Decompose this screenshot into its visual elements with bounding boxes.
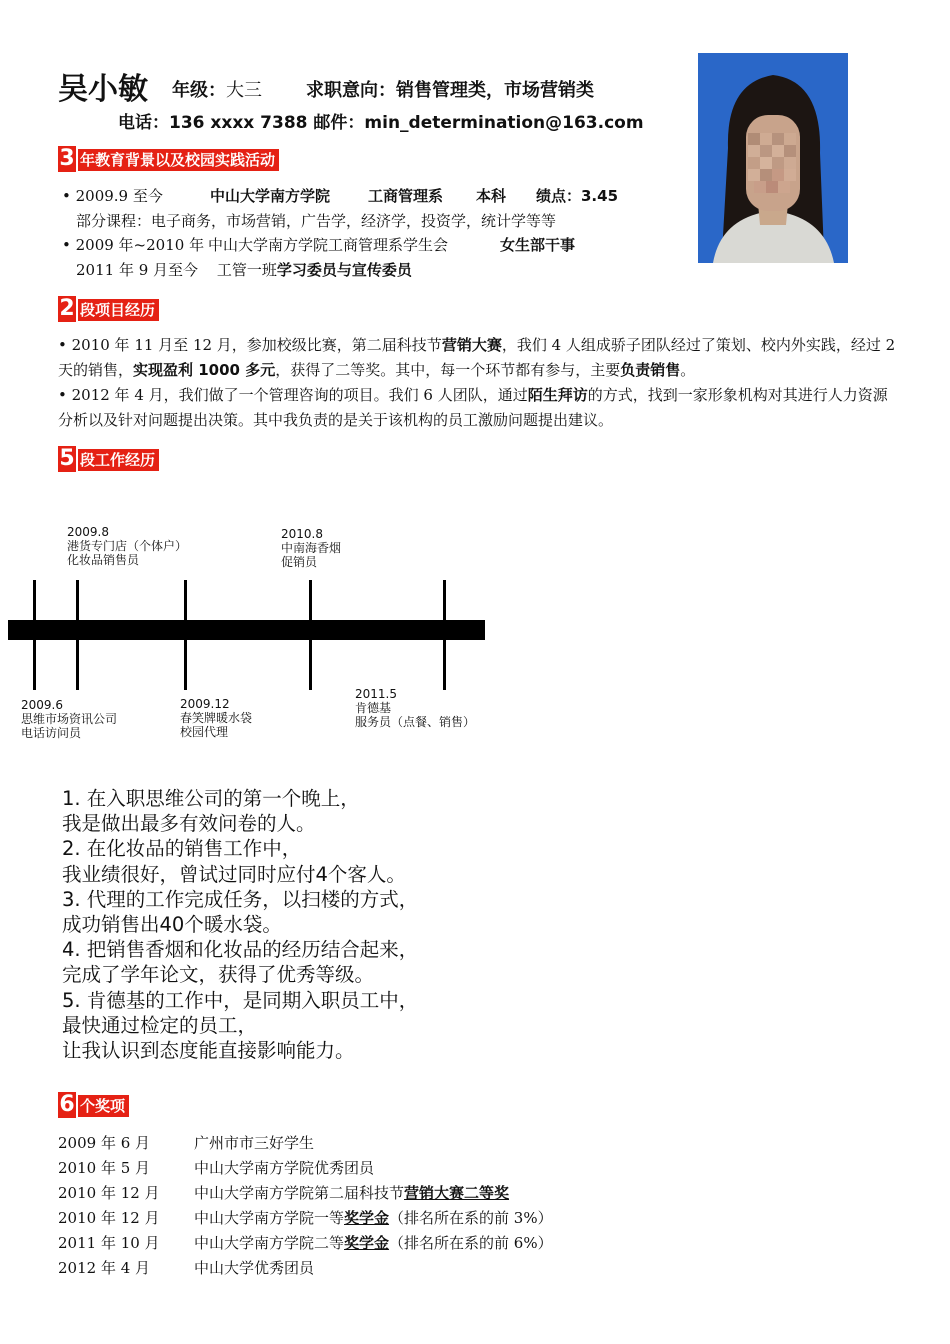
achievement-line: 4. 把销售香烟和化妆品的经历结合起来，	[62, 938, 419, 962]
edu-gpa: 绩点：3.45	[536, 187, 619, 205]
education-section-header	[58, 146, 279, 172]
projects-section-header	[58, 296, 159, 322]
event-date: 2009.6	[21, 698, 63, 712]
education-line-3	[62, 235, 576, 255]
achievement-line: 成功销售出40个暖水袋。	[62, 913, 282, 937]
class-role: 学习委员与宣传委员	[276, 261, 412, 279]
award-date: 2011 年 10 月	[58, 1234, 160, 1252]
award-row	[58, 1157, 374, 1177]
grade	[172, 76, 262, 102]
event-role: 化妆品销售员	[67, 553, 140, 567]
project-1-text: ，我们 4 人组成骄子团队经过了策划、校内外实践，经过 2 天的销售，	[58, 336, 896, 379]
award-date: 2009 年 6 月	[58, 1134, 151, 1152]
award-name: 广州市市三好学生	[194, 1134, 315, 1152]
award-name: 中山大学南方学院二等	[194, 1234, 345, 1252]
award-row	[58, 1232, 553, 1252]
section-number: 5	[59, 446, 75, 471]
timeline-event	[67, 525, 187, 567]
contact-info: 电话：136 xxxx 7388 邮件：min_determination@163.com	[118, 113, 644, 133]
achievement-line: 2. 在化妆品的销售工作中，	[62, 837, 302, 861]
event-date: 2010.8	[281, 527, 323, 541]
timeline-tick	[309, 580, 312, 690]
achievement-line: 让我认识到态度能直接影响能力。	[62, 1039, 355, 1063]
award-note: （排名所在系的前 3%）	[389, 1209, 553, 1227]
grade-value: 大三	[226, 80, 262, 101]
award-name: 中山大学南方学院优秀团员	[194, 1159, 375, 1177]
timeline-event	[281, 527, 341, 569]
project-1-highlight: 实现盈利 1000 多元	[133, 361, 276, 379]
achievement-line: 1. 在入职思维公司的第一个晚上，	[62, 787, 360, 810]
timeline-tick	[184, 580, 187, 690]
timeline-event	[21, 698, 117, 740]
award-date: 2010 年 12 月	[58, 1184, 160, 1202]
section-title: 段工作经历	[78, 449, 159, 471]
org-name: 中山大学南方学院工商管理系学生会	[208, 236, 449, 254]
section-title: 段项目经历	[78, 299, 159, 321]
event-date: 2009.8	[67, 525, 109, 539]
achievement-line: 完成了学年论文，获得了优秀等级。	[62, 963, 375, 987]
award-date: 2010 年 5 月	[58, 1159, 151, 1177]
award-date: 2012 年 4 月	[58, 1259, 151, 1277]
grade-label: 年级：	[172, 80, 226, 101]
education-line-1	[62, 186, 619, 206]
edu-school: 中山大学南方学院	[210, 187, 331, 205]
project-1-text: ，获得了二等奖。其中，每一个环节都有参与，主要	[275, 361, 621, 379]
project-1-text: 。	[680, 361, 696, 379]
edu-time: • 2009.9 至今	[62, 187, 163, 205]
award-highlight: 奖学金	[344, 1234, 390, 1252]
achievement-line: 5. 肯德基的工作中，是同期入职员工中，	[62, 988, 419, 1012]
timeline-event	[355, 687, 475, 729]
project-2-text: • 2012 年 4 月，我们做了一个管理咨询的项目。我们 6 人团队，通过	[58, 386, 528, 404]
event-employer: 中南海香烟	[281, 541, 342, 555]
timeline-event	[180, 697, 252, 739]
achievement-line: 我业绩很好，曾试过同时应付4个客人。	[62, 862, 406, 886]
section-title: 个奖项	[78, 1095, 129, 1117]
section-title: 年教育背景以及校园实践活动	[78, 149, 279, 171]
class-time: 2011 年 9 月至今	[76, 261, 199, 279]
timeline-tick	[76, 580, 79, 690]
event-employer: 思维市场资讯公司	[21, 712, 118, 726]
profile-photo	[698, 53, 848, 263]
award-date: 2010 年 12 月	[58, 1209, 160, 1227]
award-note: （排名所在系的前 6%）	[389, 1234, 553, 1252]
candidate-name: 吴小敏	[58, 72, 148, 107]
event-date: 2009.12	[180, 697, 230, 711]
achievement-line: 最快通过检定的员工，	[62, 1013, 258, 1037]
award-highlight: 营销大赛二等奖	[404, 1184, 510, 1202]
award-row	[58, 1207, 553, 1227]
education-courses: 部分课程：电子商务，市场营销，广告学，经济学，投资学，统计学等等	[76, 212, 557, 230]
work-section-header	[58, 446, 159, 472]
job-intent: 求职意向：销售管理类，市场营销类	[306, 80, 594, 101]
award-highlight: 奖学金	[344, 1209, 390, 1227]
class-name: 工管一班	[216, 261, 277, 279]
event-date: 2011.5	[355, 687, 397, 701]
org-time: • 2009 年~2010 年	[62, 236, 205, 254]
section-number: 6	[59, 1092, 75, 1117]
edu-dept: 工商管理系	[368, 187, 444, 205]
award-row	[58, 1132, 314, 1152]
award-name: 中山大学南方学院一等	[194, 1209, 345, 1227]
timeline-axis	[8, 620, 485, 640]
portrait-image	[698, 53, 848, 263]
achievement-line: 3. 代理的工作完成任务，以扫楼的方式，	[62, 887, 419, 911]
award-name: 中山大学优秀团员	[194, 1259, 315, 1277]
event-role: 校园代理	[180, 725, 229, 739]
edu-degree: 本科	[476, 187, 507, 205]
project-1-highlight: 营销大赛	[441, 336, 502, 354]
event-role: 服务员（点餐、销售）	[355, 715, 476, 729]
award-name: 中山大学南方学院第二届科技节	[194, 1184, 405, 1202]
event-role: 促销员	[281, 555, 318, 569]
project-2	[58, 383, 898, 433]
org-role: 女生部干事	[500, 236, 576, 254]
timeline-tick	[33, 580, 36, 690]
project-2-text: 的方式，找到一家形象机构对其进行人力资源分析以及针对问题提出决策。其中我负责的是关于该机构的员工激励问题提出建议。	[58, 386, 888, 429]
section-number: 2	[59, 296, 75, 321]
event-role: 电话访问员	[21, 726, 82, 740]
achievement-line: 我是做出最多有效问卷的人。	[62, 812, 316, 836]
project-2-highlight: 陌生拜访	[527, 386, 588, 404]
project-1-text: • 2010 年 11 月至 12 月，参加校级比赛，第二届科技节	[58, 336, 442, 354]
award-row	[58, 1257, 314, 1277]
award-row	[58, 1182, 509, 1202]
work-achievements	[62, 786, 418, 1063]
awards-section-header	[58, 1092, 129, 1118]
event-employer: 春笑牌暖水袋	[180, 711, 253, 725]
timeline-tick	[443, 580, 446, 690]
event-employer: 肯德基	[355, 701, 392, 715]
section-number: 3	[59, 146, 75, 171]
project-1-highlight: 负责销售	[620, 361, 681, 379]
event-employer: 港货专门店（个体户）	[67, 539, 188, 553]
education-line-4	[76, 260, 412, 280]
project-1	[58, 333, 898, 383]
